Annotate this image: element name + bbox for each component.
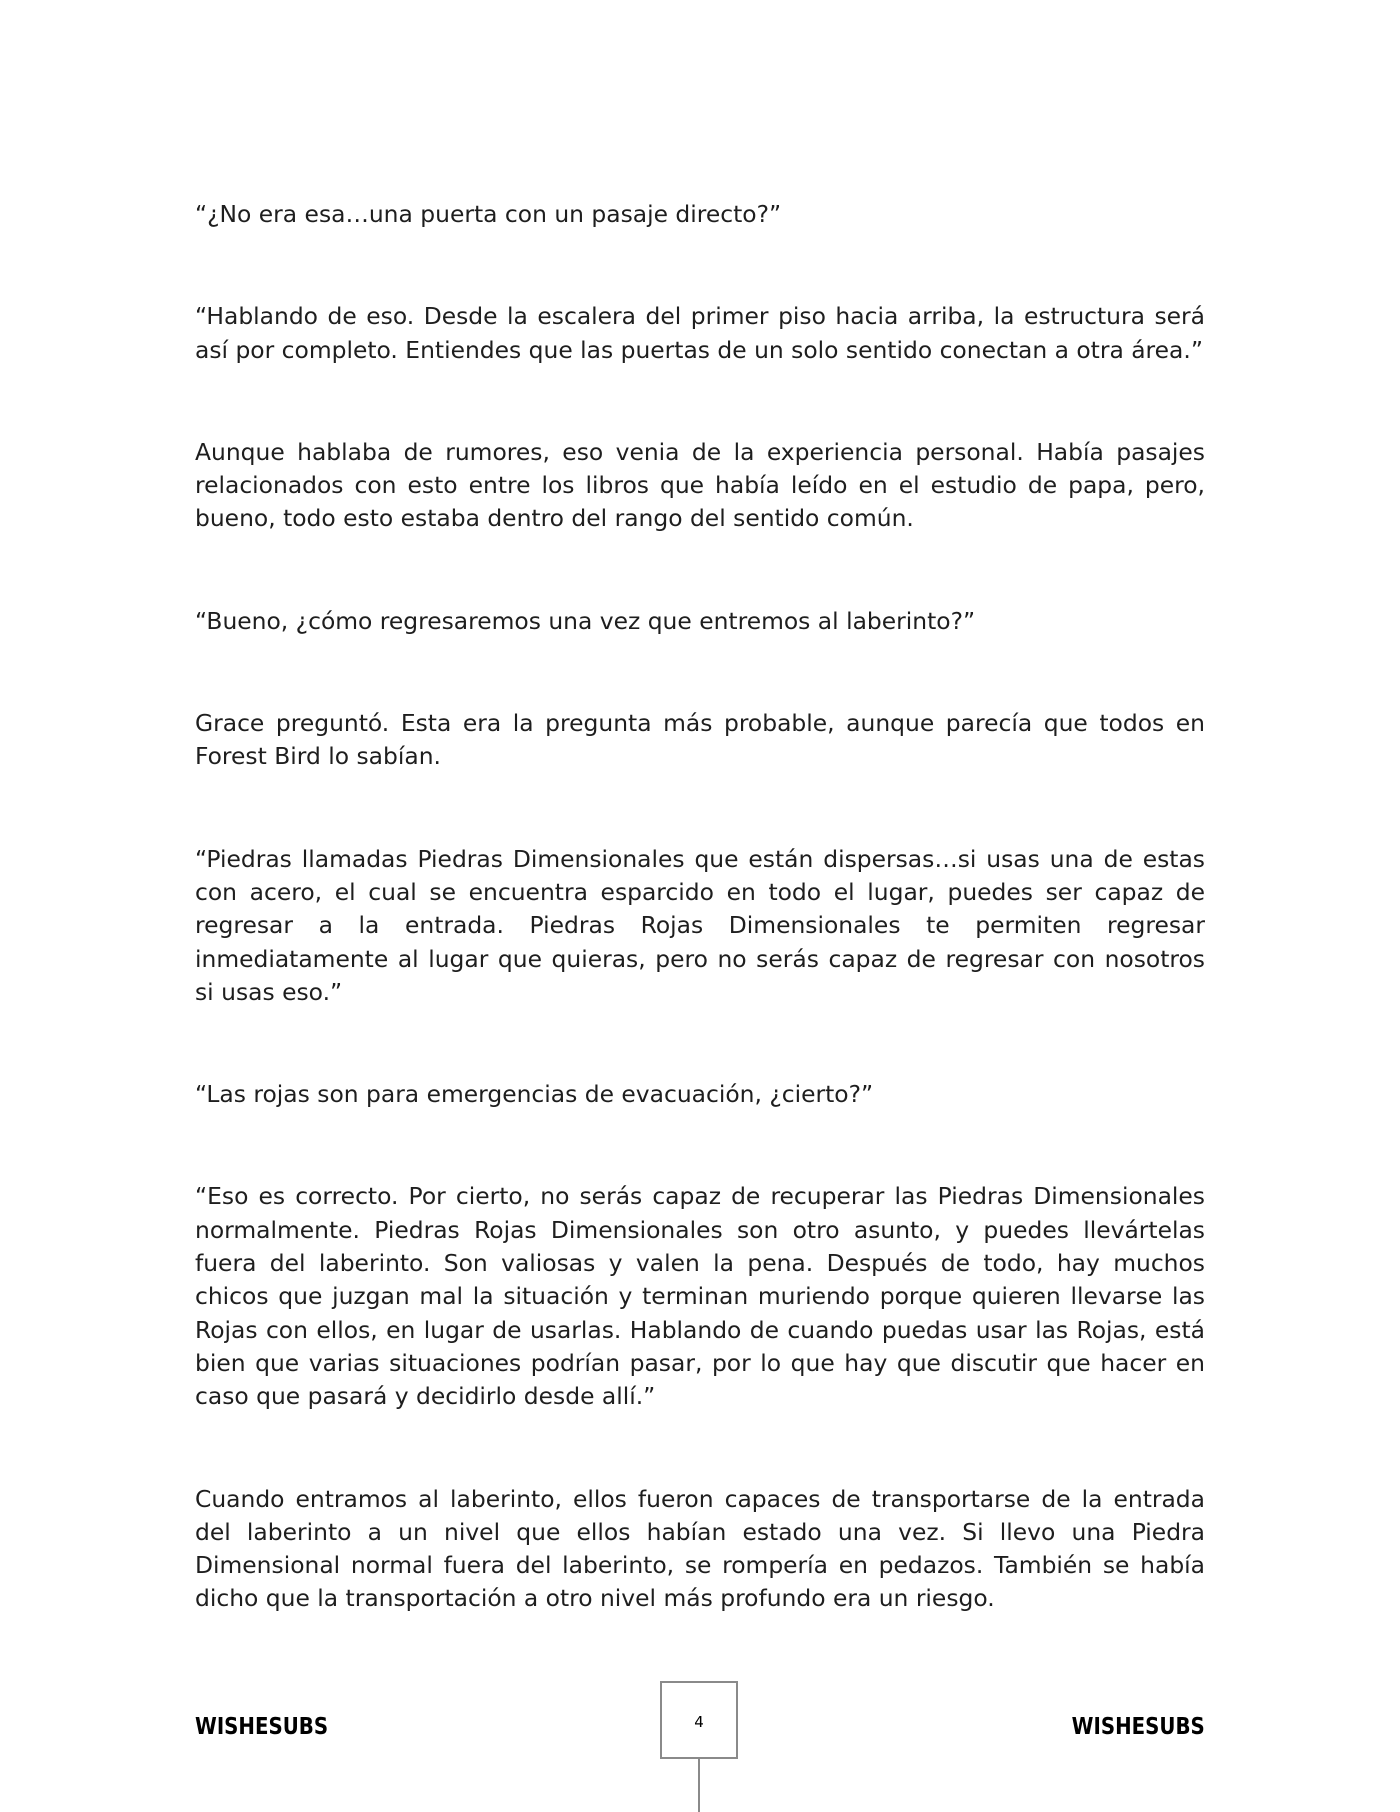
page-number-line xyxy=(698,1759,700,1812)
paragraph-8: “Eso es correcto. Por cierto, no serás capaz de recuperar las Piedras Dimensionales normalmente. Piedras Rojas Dimensionales son otro asunto, y puedes llevártelas fuera del laberinto. Son valiosas y valen la pena. Después de todo, hay muchos chicos que juzgan mal la situación y terminan muriendo porque quieren llevarse las Rojas con ellos, en lugar de usarlas. Hablando de cuando puedas usar las Rojas, está bien que varias situaciones podrían pasar, por lo que hay que discutir que hacer en caso que pasará y decidirlo desde allí.” xyxy=(195,1182,1205,1411)
footer-brand-right: WISHESUBS xyxy=(1071,1714,1205,1740)
paragraph-4: “Bueno, ¿cómo regresaremos una vez que entremos al laberinto?” xyxy=(195,606,976,635)
paragraph-1: “¿No era esa…una puerta con un pasaje directo?” xyxy=(195,200,782,228)
body-text xyxy=(195,198,1205,1685)
paragraph-7: “Las rojas son para emergencias de evacuación, ¿cierto?” xyxy=(195,1080,874,1109)
paragraph-3: Aunque hablaba de rumores, eso venia de la experiencia personal. Había pasajes relacionados con esto entre los libros que había leído en el estudio de papa, pero, bueno, todo esto estaba dentro del rango del sentido común. xyxy=(195,437,1205,533)
paragraph-5: Grace preguntó. Esta era la pregunta más probable, aunque parecía que todos en Forest Bird lo sabían. xyxy=(195,709,1205,771)
paragraph-9: Cuando entramos al laberinto, ellos fueron capaces de transportarse de la entrada del laberinto a un nivel que ellos habían estado una vez. Si llevo una Piedra Dimensional normal fuera del laberinto, se rompería en pedazos. También se había dicho que la transportación a otro nivel más profundo era un riesgo. xyxy=(195,1484,1205,1613)
paragraph-2: “Hablando de eso. Desde la escalera del primer piso hacia arriba, la estructura será así por completo. Entiendes que las puertas de un solo sentido conectan a otra área.” xyxy=(195,302,1205,364)
paragraph-6: “Piedras llamadas Piedras Dimensionales que están dispersas…si usas una de estas con acero, el cual se encuentra esparcido en todo el lugar, puedes ser capaz de regresar a la entrada. Piedras Rojas Dimensionales te permiten regresar inmediatamente al lugar que quieras, pero no serás capaz de regresar con nosotros si usas eso.” xyxy=(195,844,1205,1006)
page-number: 4 xyxy=(694,1713,704,1731)
footer-brand-left: WISHESUBS xyxy=(195,1714,329,1740)
page-number-box xyxy=(660,1681,738,1759)
